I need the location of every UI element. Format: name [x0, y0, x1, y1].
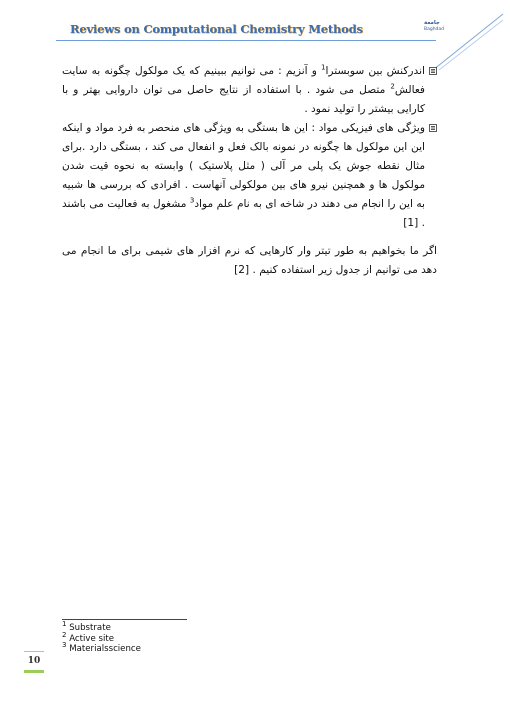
bullet1-text-c: متصل می شود . با استفاده از نتایج حاصل می توان داروایی بهتر و با کارایی بیشتر را تولید نمود .	[62, 84, 425, 115]
footnote-number: 1	[62, 620, 67, 629]
footnote-number: 3	[62, 641, 67, 650]
logo-line-1: جامعة	[424, 20, 440, 26]
bullet2-text-b: مشغول به فعالیت می باشند . [1]	[62, 198, 425, 229]
body-paragraph: اگر ما بخواهیم به طور تیتر وار کارهایی که نرم افزار های شیمی برای ما انجام می دهد می توانیم از جدول زیر استفاده کنیم . [2]	[62, 245, 437, 276]
footnote-3	[62, 641, 141, 655]
bullet1-text-a: اندرکنش بین سوبسترا	[325, 65, 425, 77]
bullet1-text-b: و آنزیم : می توانیم ببینیم که یک مولکول چگونه به سایت فعالش	[62, 65, 425, 96]
footnote-text: Active site	[66, 633, 115, 644]
page-number-rule	[24, 651, 44, 652]
footnote-ref-2: 2	[390, 82, 395, 91]
main-content	[62, 62, 437, 280]
bullet-item-physical-properties	[62, 119, 437, 233]
footnote-number: 2	[62, 630, 67, 639]
header-rule	[56, 40, 436, 41]
page-number: 10	[27, 656, 41, 666]
running-header-title: Reviews on Computational Chemistry Methods	[70, 22, 363, 36]
footnote-ref-3: 3	[189, 196, 195, 205]
footnote-1	[62, 620, 141, 634]
footnotes	[62, 620, 141, 655]
bullet-icon	[429, 124, 437, 132]
bullet-icon	[429, 67, 437, 75]
bullet-item-substrate-enzyme	[62, 62, 437, 119]
footnote-text: Substrate	[66, 623, 111, 633]
bullet2-text-a: ویژگی های فیزیکی مواد : این ها بستگی به ویژگی های منحصر به فرد مواد و اینکه این این مولکول ها چگونه در نمونه بالک فعل و انفعال می کند ، بستگی دارد .برای مثال نقطه جوش یک پلی مر آلی ( مثل پلاستیک ) وابسته به نحوه قیت شدن مولکول ها و همچنین نیرو های بین مولکولی آنهاست . افرادی که بررسی ها شبیه به این را انجام می دهند در شاخه ای به نام علم مواد	[62, 122, 425, 210]
page-number-accent-bar	[24, 670, 44, 673]
footnote-2	[62, 630, 141, 645]
logo-line-2: Baghdad	[424, 27, 445, 32]
footnote-text: Materialsscience	[66, 644, 141, 654]
footnote-ref-1: 1	[321, 63, 326, 72]
footnote-separator	[62, 619, 187, 620]
